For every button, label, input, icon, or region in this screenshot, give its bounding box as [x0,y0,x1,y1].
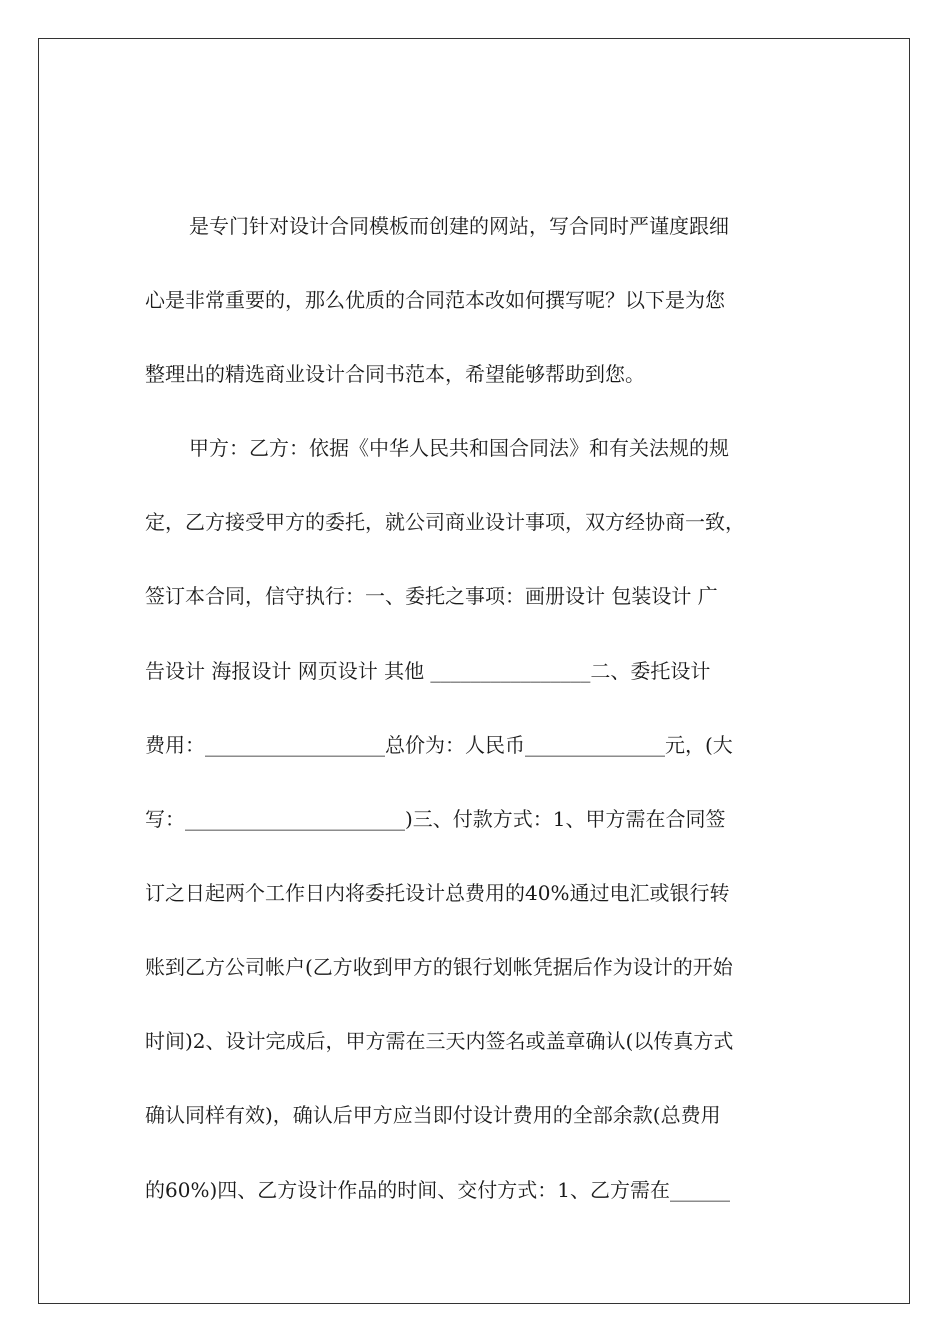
text-line: 账到乙方公司帐户(乙方收到甲方的银行划帐凭据后作为设计的开始 [145,955,733,979]
text-line: 是专门针对设计合同模板而创建的网站，写合同时严谨度跟细 [189,214,729,238]
text-line: 订之日起两个工作日内将委托设计总费用的40%通过电汇或银行转 [145,881,730,905]
text-line: 写：______________________)三、付款方式：1、甲方需在合同签 [145,807,726,831]
text-line: 费用：__________________总价为：人民币______________元，(大 [145,733,733,757]
text-line: 时间)2、设计完成后，甲方需在三天内签名或盖章确认(以传真方式 [145,1029,734,1053]
text-line: 甲方：乙方：依据《中华人民共和国合同法》和有关法规的规 [189,436,729,460]
text-line: 签订本合同，信守执行：一、委托之事项：画册设计 包装设计 广 [145,584,718,608]
text-line: 定，乙方接受甲方的委托，就公司商业设计事项，双方经协商一致， [145,510,745,534]
text-line: 确认同样有效)，确认后甲方应当即付设计费用的全部余款(总费用 [145,1103,721,1127]
text-line: 的60%)四、乙方设计作品的时间、交付方式：1、乙方需在______ [145,1178,730,1202]
text-line: 心是非常重要的，那么优质的合同范本改如何撰写呢？以下是为您 [145,288,725,312]
text-line: 整理出的精选商业设计合同书范本，希望能够帮助到您。 [145,362,645,386]
text-line: 告设计 海报设计 网页设计 其他 ________________二、委托设计 [145,659,711,683]
